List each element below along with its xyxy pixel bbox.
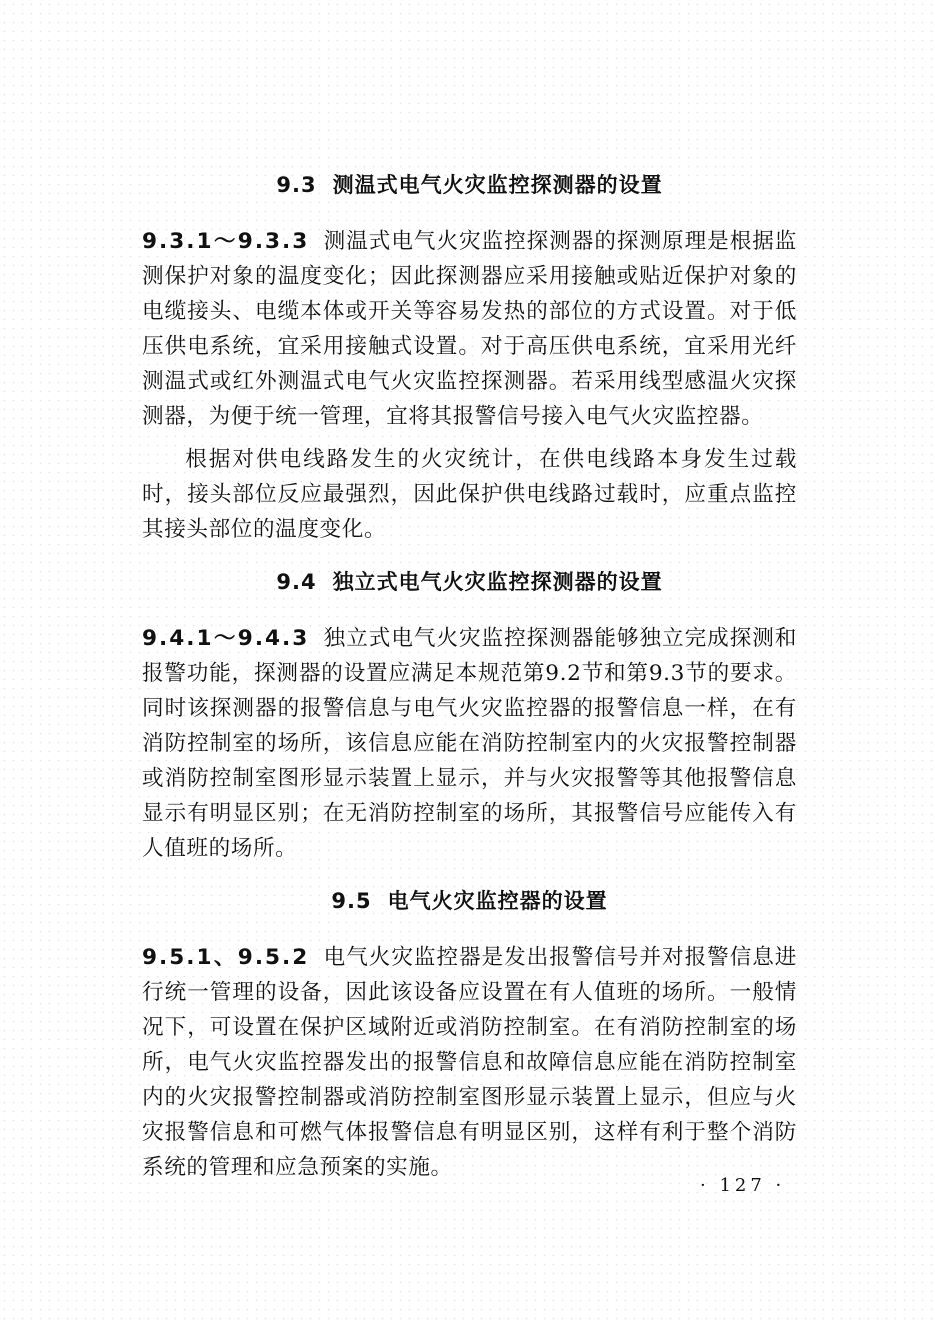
- section-9-3: [142, 170, 797, 547]
- clause-number: 9.3.1～9.3.3: [142, 229, 310, 254]
- section-title-text: 测温式电气火灾监控探测器的设置: [332, 173, 663, 197]
- section-number: 9.4: [276, 570, 317, 594]
- section-title-text: 电气火灾监控器的设置: [387, 889, 608, 913]
- section-number: 9.3: [276, 173, 317, 197]
- page-number: · 127 ·: [700, 1175, 786, 1196]
- section-9-5: [142, 886, 797, 1185]
- section-number: 9.5: [331, 889, 372, 913]
- section-heading: [142, 886, 797, 916]
- paragraph-text: 根据对供电线路发生的火灾统计，在供电线路本身发生过载时，接头部位反应最强烈，因此保护供电线路过载时，应重点监控其接头部位的温度变化。: [142, 447, 797, 542]
- clause-number: 9.5.1、9.5.2: [142, 945, 310, 970]
- paragraph: [142, 224, 797, 434]
- paragraph-text: 独立式电气火灾监控探测器能够独立完成探测和报警功能，探测器的设置应满足本规范第9.2节和第9.3节的要求。同时该探测器的报警信息与电气火灾监控器的报警信息一样，在有消防控制室的场所，该信息应能在消防控制室内的火灾报警控制器或消防控制室图形显示装置上显示，并与火灾报警等其他报警信息显示有明显区别；在无消防控制室的场所，其报警信号应能传入有人值班的场所。: [142, 626, 797, 861]
- clause-number: 9.4.1～9.4.3: [142, 626, 310, 651]
- paragraph: [142, 442, 797, 547]
- section-heading: [142, 567, 797, 597]
- paragraph-text: 电气火灾监控器是发出报警信号并对报警信息进行统一管理的设备，因此该设备应设置在有人值班的场所。一般情况下，可设置在保护区域附近或消防控制室。在有消防控制室的场所，电气火灾监控器发出的报警信息和故障信息应能在消防控制室内的火灾报警控制器或消防控制室图形显示装置上显示，但应与火灾报警信息和可燃气体报警信息有明显区别，这样有利于整个消防系统的管理和应急预案的实施。: [142, 945, 797, 1180]
- paragraph-text: 测温式电气火灾监控探测器的探测原理是根据监测保护对象的温度变化；因此探测器应采用接触或贴近保护对象的电缆接头、电缆本体或开关等容易发热的部位的方式设置。对于低压供电系统，宜采用接触式设置。对于高压供电系统，宜采用光纤测温式或红外测温式电气火灾监控探测器。若采用线型感温火灾探测器，为便于统一管理，宜将其报警信号接入电气火灾监控器。: [142, 229, 797, 429]
- paragraph: [142, 940, 797, 1185]
- paragraph: [142, 621, 797, 866]
- section-title-text: 独立式电气火灾监控探测器的设置: [332, 570, 663, 594]
- section-heading: [142, 170, 797, 200]
- section-9-4: [142, 567, 797, 866]
- page-content: [142, 170, 797, 1205]
